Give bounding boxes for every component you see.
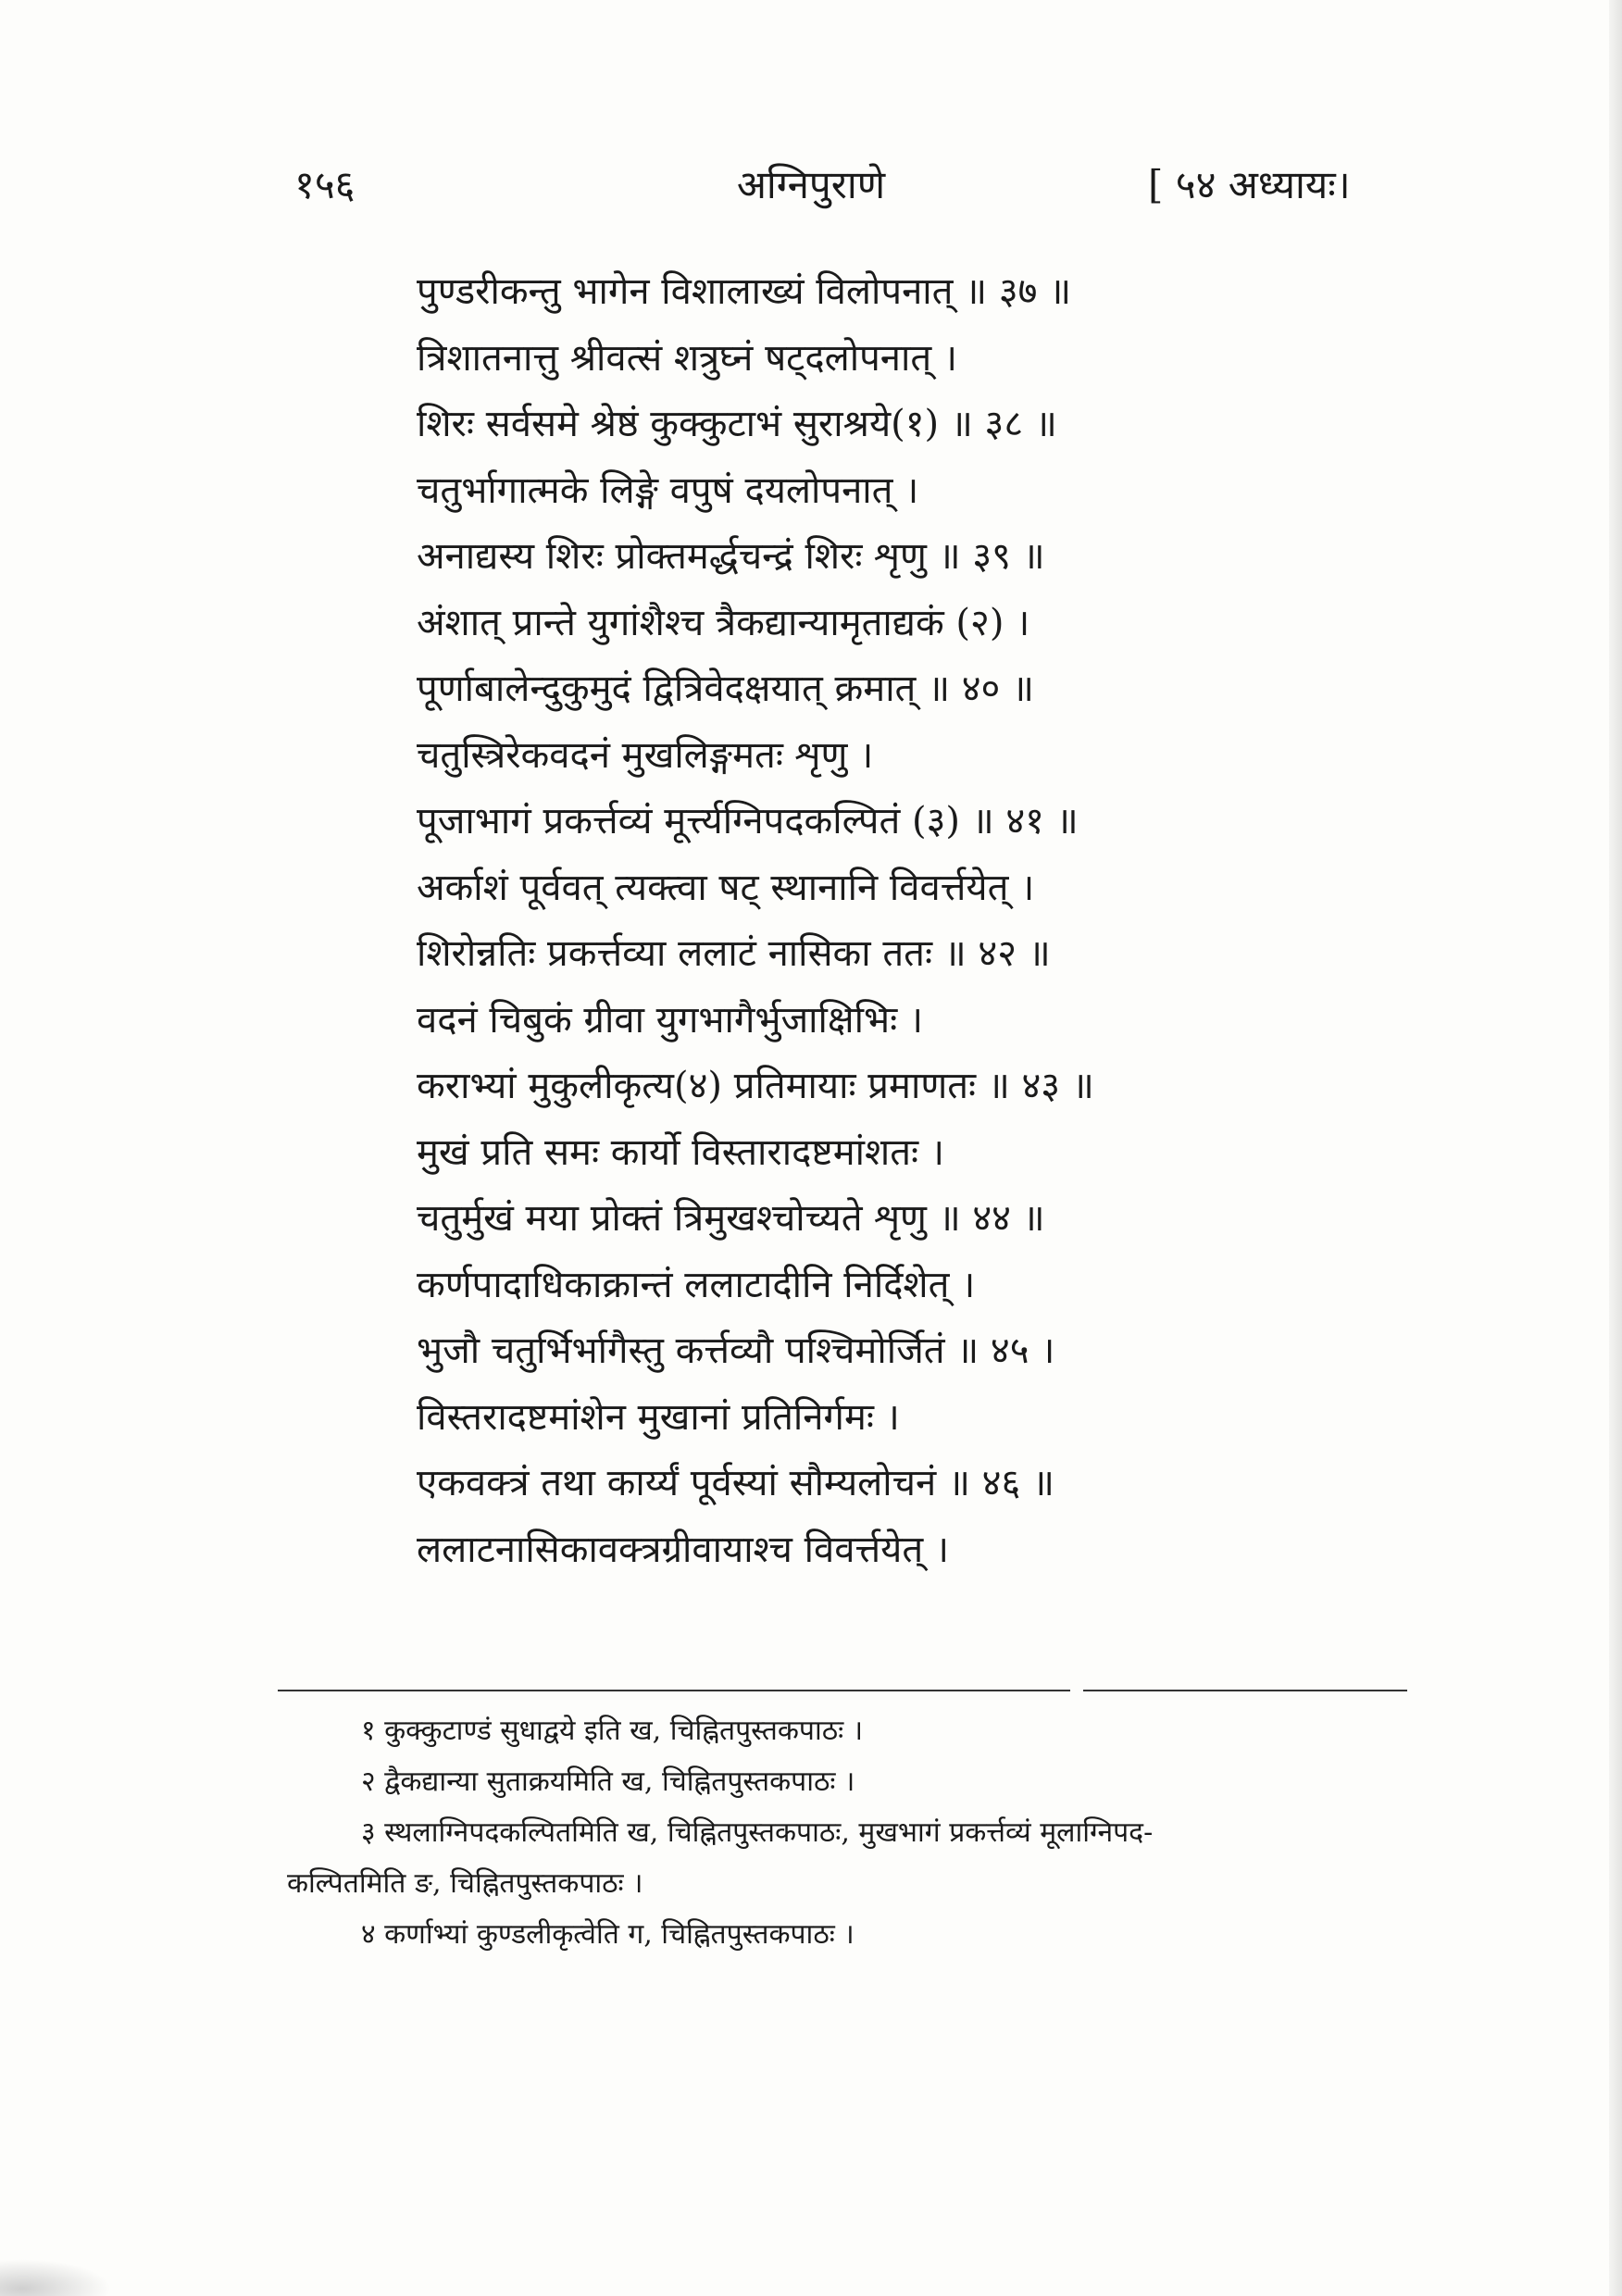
chapter-label: [ ५४ अध्यायः। [1148,162,1351,207]
footnote: ३ स्थलाग्निपदकल्पितमिति ख, चिह्नितपुस्तकपाठः, मुखभागं प्रकर्त्तव्यं मूलाग्निपद- [361,1816,1154,1849]
running-header [0,157,1622,222]
footnotes [287,1705,1491,1960]
verse-line: अर्काशं पूर्ववत् त्यक्त्वा षट् स्थानानि विवर्त्तयेत् । [417,866,1035,909]
footnote-divider-right [1083,1690,1407,1691]
verse-line: पुण्डरीकन्तु भागेन विशालाख्यं विलोपनात् ॥ ३७ ॥ [417,270,1072,313]
verse-line: कर्णपादाधिकाक्रान्तं ललाटादीनि निर्दिशेत् । [417,1263,976,1306]
footnote: २ द्वैकद्यान्या सुताक्रयमिति ख, चिह्नितपुस्तकपाठः । [361,1766,855,1798]
verse-line: चतुर्मुखं मया प्रोक्तं त्रिमुखश्चोच्यते शृणु ॥ ४४ ॥ [417,1197,1045,1240]
page-number: १५६ [294,162,356,207]
verse-line: कराभ्यां मुकुलीकृत्य(४) प्रतिमायाः प्रमाणतः ॥ ४३ ॥ [417,1065,1094,1107]
verse-line: विस्तरादष्टमांशेन मुखानां प्रतिनिर्गमः । [417,1395,900,1439]
verse-line: एकवक्त्रं तथा कार्य्यं पूर्वस्यां सौम्यलोचनं ॥ ४६ ॥ [417,1462,1054,1504]
verse-line: त्रिशातनात्तु श्रीवत्सं शत्रुघ्नं षट्दलोपनात् । [417,336,958,380]
footnote: १ कुक्कुटाण्डं सुधाद्वये इति ख, चिह्नितपुस्तकपाठः । [361,1715,864,1747]
verse-block [417,259,1342,1583]
verse-line: वदनं चिबुकं ग्रीवा युगभागैर्भुजाक्षिभिः । [417,998,924,1042]
verse-line: भुजौ चतुर्भिर्भागैस्तु कर्त्तव्यौ पश्चिमोर्जितं ॥ ४५ । [417,1329,1055,1372]
verse-line: पूर्णाबालेन्दुकुमुदं द्वित्रिवेदक्षयात् क्रमात् ॥ ४० ॥ [417,668,1035,710]
verse-line: ललाटनासिकावक्त्रग्रीवायाश्च विवर्त्तयेत् । [417,1528,950,1571]
verse-line: पूजाभागं प्रकर्त्तव्यं मूर्त्त्यग्निपदकल्पितं (३) ॥ ४१ ॥ [417,800,1079,842]
page-edge-shadow [1609,0,1622,2296]
verse-line: अनाद्यस्य शिरः प्रोक्तमर्द्धचन्द्रं शिरः शृणु ॥ ३९ ॥ [417,535,1045,578]
verse-line: अंशात् प्रान्ते युगांशैश्च त्रैकद्यान्यामृताद्यकं (२) । [417,601,1030,644]
footnote-continuation: कल्पितमिति ङ, चिह्नितपुस्तकपाठः । [287,1867,643,1900]
running-title: अग्निपुराणे [736,162,886,207]
scan-smudge [0,2259,111,2296]
verse-line: चतुर्भागात्मके लिङ्गे वपुषं दयलोपनात् । [417,468,919,512]
verse-line: चतुस्त्रिरेकवदनं मुखलिङ्गमतः शृणु । [417,733,874,777]
verse-line: मुखं प्रति समः कार्यो विस्तारादष्टमांशतः । [417,1130,944,1174]
footnote-divider [278,1690,1070,1691]
verse-line: शिरः सर्वसमे श्रेष्ठं कुक्कुटाभं सुराश्रये(१) ॥ ३८ ॥ [417,403,1057,445]
verse-line: शिरोन्नतिः प्रकर्त्तव्या ललाटं नासिका ततः ॥ ४२ ॥ [417,932,1051,975]
footnote: ४ कर्णाभ्यां कुण्डलीकृत्वेति ग, चिह्नितपुस्तकपाठः । [361,1918,855,1951]
